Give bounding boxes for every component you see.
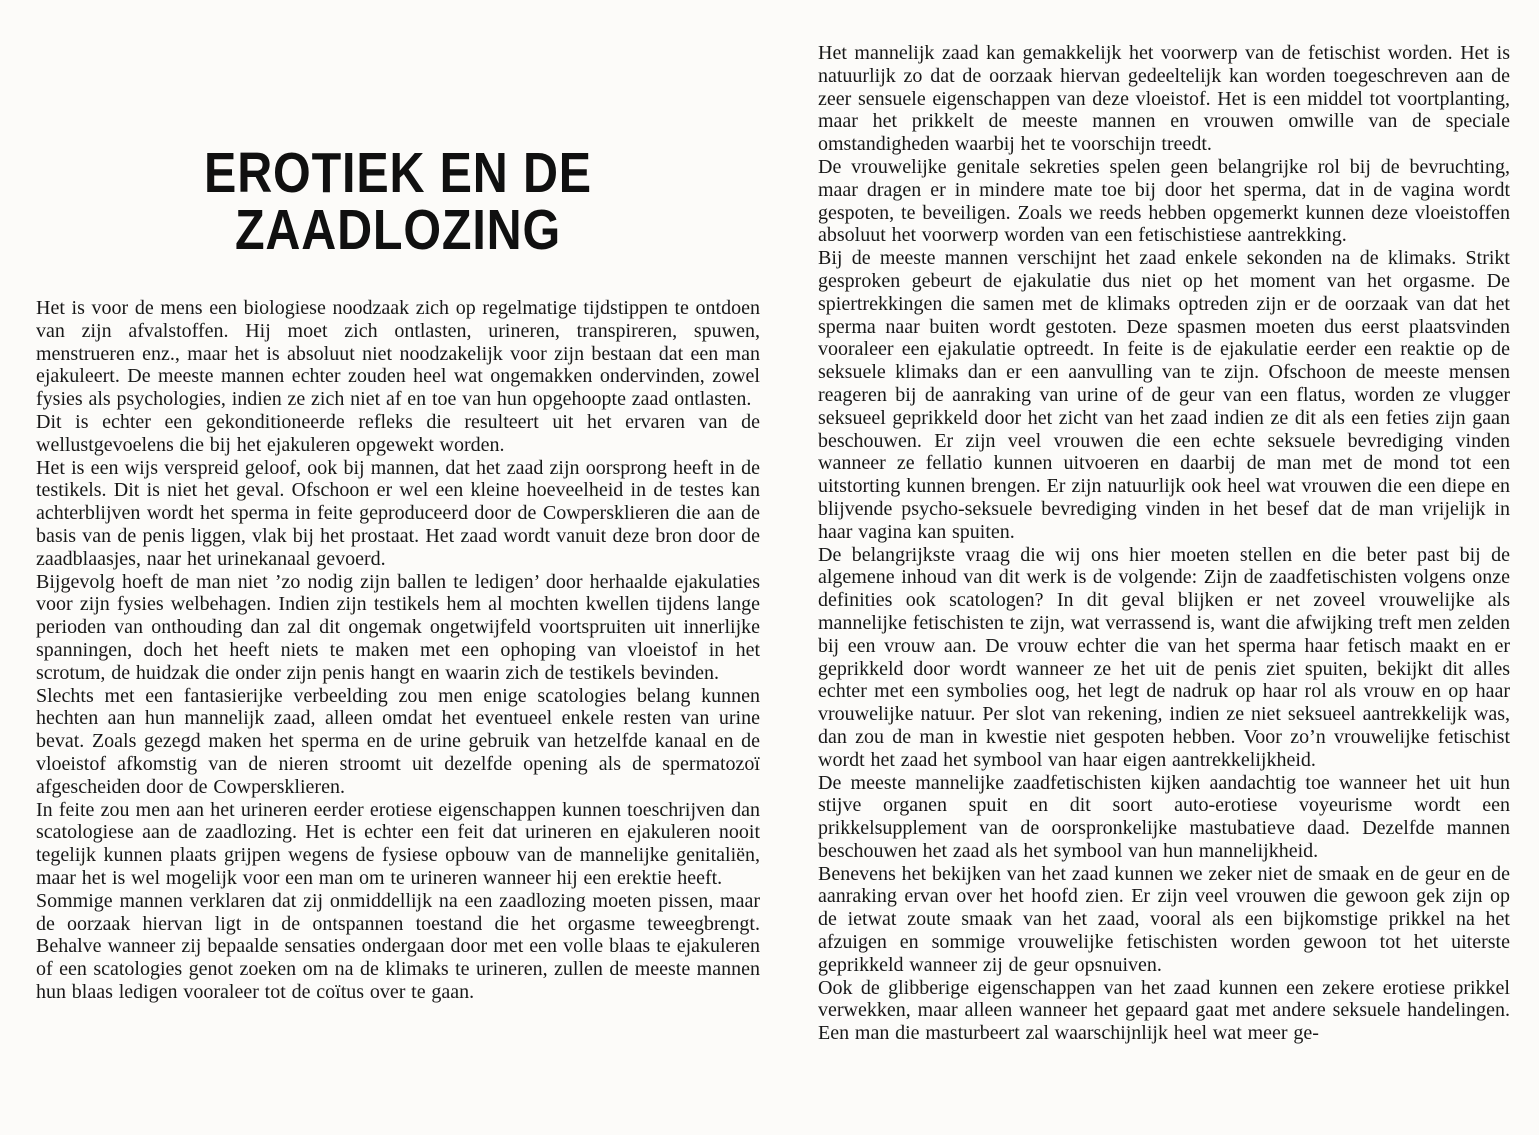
paragraph: Het is een wijs verspreid geloof, ook bij mannen, dat het zaad zijn oorsprong heeft in de testikels. Dit is niet het geval. Ofschoon er wel een kleine hoeveelheid in de testes kan achterblijven wordt het sperma in feite geproduceerd door de Cowpersklieren die aan de basis van de penis liggen, vlak bij het prostaat. Het zaad wordt vanuit deze bron door de zaadblaasjes, naar het urinekanaal gevoerd. bbox=[36, 456, 760, 570]
paragraph: Dit is echter een gekonditioneerde refleks die resulteert uit het ervaren van de wellustgevoelens die bij het ejakuleren opgewekt worden. bbox=[36, 410, 760, 456]
paragraph: Het mannelijk zaad kan gemakkelijk het voorwerp van de fetischist worden. Het is natuurlijk zo dat de oorzaak hiervan gedeeltelijk kan worden toegeschreven aan de zeer sensuele eigenschappen van deze vloeistof. Het is een middel tot voortplanting, maar het prikkelt de meeste mannen en vrouwen omwille van de speciale omstandigheden waarbij het te voorschijn treedt. bbox=[818, 42, 1510, 156]
chapter-title bbox=[90, 141, 705, 262]
paragraph: De belangrijkste vraag die wij ons hier moeten stellen en die beter past bij de algemene inhoud van dit werk is de volgende: Zijn de zaadfetischisten volgens onze definities ook scatologen? In dit geval blijken er net zoveel vrouwelijke als mannelijke fetischisten te zijn, wat verrassend is, want die afwijking treft men zelden bij een vrouw aan. De vrouw echter die van het sperma haar fetisch maakt en er geprikkeld door wordt wanneer ze het uit de penis ziet spuiten, bekijkt dit alles echter met een symbolies oog, het legt de nadruk op haar rol als vrouw en op haar vrouwelijke natuur. Per slot van rekening, indien ze niet seksueel aantrekkelijk was, dan zou de man in kwestie niet gespoten hebben. Voor zo’n vrouwelijke fetischist wordt het zaad het symbool van haar eigen aantrekkelijkheid. bbox=[818, 543, 1510, 771]
paragraph: In feite zou men aan het urineren eerder erotiese eigenschappen kunnen toeschrijven dan scatologiese aan de zaadlozing. Het is echter een feit dat urineren en ejakuleren nooit tegelijk kunnen plaats grijpen wegens de fysiese opbouw van de mannelijke genitaliën, maar het is wel mogelijk voor een man om te urineren wanneer hij een erektie heeft. bbox=[36, 798, 760, 889]
paragraph: Bijgevolg hoeft de man niet ’zo nodig zijn ballen te ledigen’ door herhaalde ejakulaties voor zijn fysies welbehagen. Indien zijn testikels hem al mochten kwellen tijdens lange perioden van onthouding dan zal dit ongemak ongetwijfeld voortspruiten uit innerlijke spanningen, doch het heeft niets te maken met een ophoping van vloeistof in het scrotum, de huidzak die onder zijn penis hangt en waarin zich de testikels bevinden. bbox=[36, 570, 760, 684]
paragraph: Ook de glibberige eigenschappen van het zaad kunnen een zekere erotiese prikkel verwekken, maar alleen wanneer het gepaard gaat met andere seksuele handelingen. Een man die masturbeert zal waarschijnlijk heel wat meer ge- bbox=[818, 976, 1510, 1045]
paragraph: Benevens het bekijken van het zaad kunnen we zeker niet de smaak en de geur en de aanraking ervan over het hoofd zien. Er zijn veel vrouwen die gewoon gek zijn op de ietwat zoute smaak van het zaad, vooral als een bijkomstige prikkel na het afzuigen en sommige vrouwelijke fetischisten worden gewoon tot het uiterste geprikkeld wanneer zij de geur opsnuiven. bbox=[818, 862, 1510, 976]
paragraph: Slechts met een fantasierijke verbeelding zou men enige scatologies belang kunnen hechten aan hun mannelijk zaad, alleen omdat het eventueel enkele resten van urine bevat. Zoals gezegd maken het sperma en de urine gebruik van hetzelfde kanaal en de vloeistof afkomstig van de nieren stroomt uit dezelfde opening als de spermatozoï afgescheiden door de Cowpersklieren. bbox=[36, 684, 760, 798]
chapter-title-line1: EROTIEK EN DE bbox=[204, 141, 592, 205]
chapter-title-line2: ZAADLOZING bbox=[234, 198, 562, 262]
paragraph: Het is voor de mens een biologiese noodzaak zich op regelmatige tijdstippen te ontdoen van zijn afvalstoffen. Hij moet zich ontlasten, urineren, transpireren, spuwen, menstrueren enz., maar het is absoluut niet noodzakelijk voor zijn bestaan dat een man ejakuleert. De meeste mannen echter zouden heel wat ongemakken ondervinden, zowel fysies als psychologies, indien ze zich niet af en toe van hun opgehoopte zaad ontlasten. bbox=[36, 297, 760, 411]
left-column bbox=[36, 0, 760, 1004]
paragraph: Sommige mannen verklaren dat zij onmiddellijk na een zaadlozing moeten pissen, maar de oorzaak hiervan ligt in de ontspannen toestand die het orgasme teweegbrengt. Behalve wanneer zij bepaalde sensaties ondergaan door met een volle blaas te ejakuleren of een scatologies genot zoeken om na de klimaks te urineren, zullen de meeste mannen hun blaas ledigen vooraleer tot de coïtus over te gaan. bbox=[36, 889, 760, 1003]
right-column bbox=[818, 42, 1510, 1045]
left-column-body bbox=[36, 297, 760, 1004]
paragraph: De meeste mannelijke zaadfetischisten kijken aandachtig toe wanneer het uit hun stijve organen spuit en dit soort auto-erotiese voyeurisme wordt een prikkelsupplement van de oorspronkelijke mastubatieve daad. Dezelfde mannen beschouwen het zaad als het symbool van hun mannelijkheid. bbox=[818, 771, 1510, 862]
paragraph: De vrouwelijke genitale sekreties spelen geen belangrijke rol bij de bevruchting, maar dragen er in mindere mate toe bij door het sperma, dat in de vagina wordt gespoten, te beveiligen. Zoals we reeds hebben opgemerkt kunnen deze vloeistoffen absoluut het voorwerp worden van een fetischistiese aantrekking. bbox=[818, 155, 1510, 247]
paragraph: Bij de meeste mannen verschijnt het zaad enkele sekonden na de klimaks. Strikt gesproken gebeurt de ejakulatie dus niet op het moment van het orgasme. De spiertrekkingen die samen met de klimaks optreden zijn er de oorzaak van dat het sperma naar buiten wordt gestoten. Deze spasmen moeten dus eerst plaatsvinden vooraleer een ejakulatie optreedt. In feite is de ejakulatie eerder een reaktie op de seksuele klimaks dan er een aanvulling van te zijn. Ofschoon de meeste mensen reageren bij de aanraking van urine of de geur van een flatus, worden ze vlugger seksueel geprikkeld door het zicht van het zaad indien ze dit als een feties zijn gaan beschouwen. Er zijn veel vrouwen die een echte seksuele bevrediging vinden wanneer ze fellatio kunnen uitvoeren en daarbij de man met de mond tot een uitstorting kunnen brengen. Er zijn natuurlijk ook heel wat vrouwen die een diepe en blijvende psycho-seksuele bevrediging vinden in het besef dat de man vrijelijk in haar vagina kan spuiten. bbox=[818, 247, 1510, 543]
